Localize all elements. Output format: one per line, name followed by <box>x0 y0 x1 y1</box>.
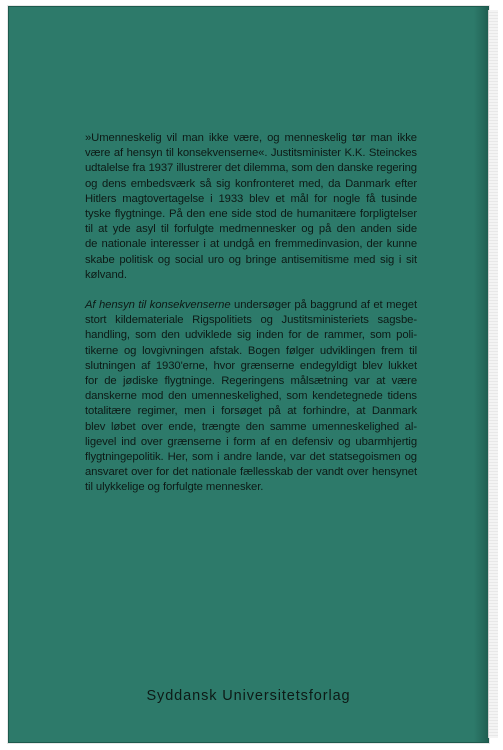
blurb-line: og dens embedsværk så sig konfronteret med, da Danmark efter <box>85 177 417 190</box>
blurb-line: ansvaret over for det nationale fællesskab der vandt over hensynet <box>85 466 417 479</box>
blurb-line: Hitlers magtovertagelse i 1933 blev et mål for nogle få tusinde <box>85 192 417 205</box>
blurb-line: handling, som den udviklede sig inden for de rammer, som poli- <box>85 329 417 342</box>
blurb-line: for de jødiske flygtninge. Regeringens målsætning var at være <box>85 375 417 388</box>
blurb-line-rest: undersøger på baggrund af et meget <box>230 299 417 312</box>
publisher-name: Syddansk Universitetsforlag <box>146 688 351 704</box>
blurb-line: tikerne og lovgivningen afstak. Bogen følger udviklingen frem til <box>85 344 417 357</box>
blurb-text <box>85 131 417 511</box>
blurb-line: til ulykkelige og forfulgte mennesker. <box>85 481 264 494</box>
blurb-line: »Umenneskelig vil man ikke være, og menneskelig tør man ikke <box>85 132 417 144</box>
blurb-line: være af hensyn til konsekvenserne«. Justitsminister K.K. Steinckes <box>85 147 417 160</box>
blurb-line: stort kildemateriale Rigspolitiets og Justitsministeriets sagsbe- <box>85 314 417 327</box>
blurb-line: til at yde asyl til forfulgte medmennesker og på den anden side <box>85 223 417 236</box>
blurb-line: flygtningepolitik. Her, som i andre lande, var det statsegoismen og <box>85 451 417 464</box>
blurb-line: skabe politisk og social uro og bringe antisemitisme med sig i sit <box>85 253 417 266</box>
blurb-line: tyske flygtninge. På den ene side stod de humanitære forpligtelser <box>85 208 417 221</box>
blurb-line: ligevel ind over grænserne i form af en defensiv og ubarmhjertig <box>85 435 417 448</box>
blurb-line: kølvand. <box>85 268 127 281</box>
blurb-line: blev løbet over ende, trængte den samme umenneskelighed al- <box>85 420 417 433</box>
blurb-line: de nationale interesser i at undgå en fremmedinvasion, der kunne <box>85 238 417 251</box>
blurb-line: totalitære regimer, men i forsøget på at forhindre, at Danmark <box>85 405 417 418</box>
blurb-paragraph-2 <box>85 298 417 496</box>
blurb-line: udtalelse fra 1937 illustrerer det dilemma, som den danske regering <box>85 162 417 175</box>
blurb-line: danskerne mod den umenneskelighed, som kendetegnede tidens <box>85 390 417 403</box>
blurb-line <box>85 298 417 313</box>
book-page-edges <box>488 10 498 738</box>
back-cover <box>8 6 489 743</box>
blurb-paragraph-1 <box>85 131 417 283</box>
cover-edge-shade <box>474 7 488 742</box>
blurb-line: slutningen af 1930'erne, hvor grænserne endegyldigt blev lukket <box>85 359 417 372</box>
book-title-italic: Af hensyn til konsekvenserne <box>85 299 231 312</box>
